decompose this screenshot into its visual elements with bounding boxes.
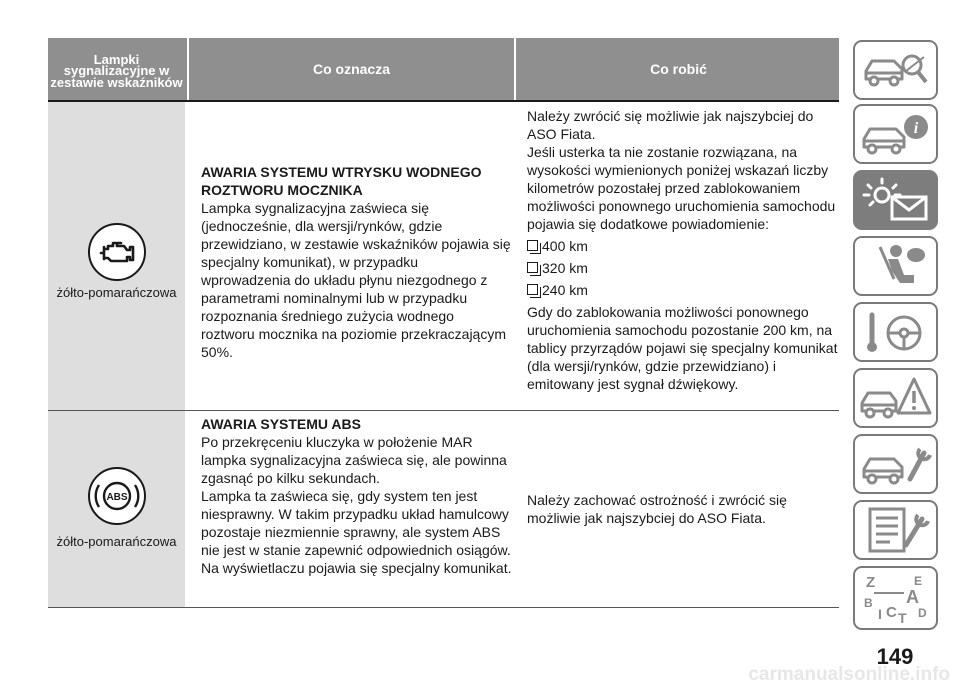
header-lamp: Lampki sygnalizacyjne w zestawie wskaźników: [50, 51, 183, 90]
car-warning-triangle-icon: [858, 373, 934, 423]
lamp-cell-row-1: [48, 102, 185, 410]
warning-light-message-icon: [858, 175, 934, 225]
table-header: [48, 38, 839, 100]
header-action: Co robić: [514, 38, 841, 100]
list-item: 400 km: [527, 237, 842, 255]
list-item: 240 km: [527, 281, 842, 299]
svg-text:ABS: ABS: [106, 492, 128, 503]
tab-warning-lights[interactable]: [853, 170, 938, 230]
list-item: 320 km: [527, 259, 842, 277]
svg-text:T: T: [897, 610, 907, 626]
tab-alphabetical-index[interactable]: [853, 566, 938, 630]
svg-text:E: E: [913, 574, 922, 588]
svg-text:i: i: [913, 120, 918, 137]
watermark: carmanualsonline.info: [748, 664, 950, 685]
tab-car-search[interactable]: [853, 40, 938, 100]
engine-warning-icon: [88, 223, 146, 281]
lamp-color-label: żółto-pomarańczowa: [56, 534, 177, 549]
row-divider: [48, 607, 839, 608]
abs-warning-icon: [88, 467, 146, 525]
svg-text:Z: Z: [865, 574, 875, 591]
action-intro: Należy zwrócić się możliwie jak najszybciej do ASO Fiata.: [527, 108, 814, 142]
seat-airbag-icon: [858, 241, 934, 291]
car-wrench-icon: [858, 439, 934, 489]
svg-text:B: B: [863, 596, 873, 610]
action-text: Jeśli usterka ta nie zostanie rozwiązana, na wysokości wymienionych poniżej wskazań liczby kilometrów pozostałej przed zablokowaniem możliwości ponownego uruchomienia samochodu pojawia się dodatkowe powiadomienie:: [527, 144, 836, 232]
checkbox-bullet-icon: [527, 262, 538, 273]
meaning-cell-row-2: [201, 415, 516, 577]
meaning-text-2: Lampka ta zaświeca się, gdy system ten jest niesprawny. W takim przypadku układ hamulcowy pozostaje niezmiennie sprawny, ale system ABS nie jest w stanie zapewnić odpowiednich osiągów. Na wyświetlaczu pojawia się specjalny komunikat.: [201, 488, 512, 576]
tab-emergency[interactable]: [853, 368, 938, 428]
meaning-cell-row-1: [201, 163, 511, 361]
tab-safety[interactable]: [853, 236, 938, 296]
meaning-title: AWARIA SYSTEMU WTRYSKU WODNEGO ROZTWORU MOCZNIKA: [201, 164, 482, 198]
lamp-color-label: żółto-pomarańczowa: [56, 285, 177, 300]
action-outro: Gdy do zablokowania możliwości ponownego uruchomienia samochodu pozostanie 200 km, na tablicy przyrządów pojawi się specjalny komunikat (dla wersji/rynków, gdzie przewidziano) i emitowany jest sygnał dźwiękowy.: [527, 304, 838, 392]
svg-text:A: A: [905, 587, 919, 607]
meaning-text: Lampka sygnalizacyjna zaświeca się (jednocześnie, dla wersji/rynków, gdzie przewidziano, w zestawie wskaźników pojawia się specjalny komunikat), w przypadku wprowadzenia do układu płynu niezgodnego z parametrami nominalnymi lub w przypadku rozpoznania średniego zużycia wodnego roztworu mocznika na poziomie przekraczającym 50%.: [201, 200, 511, 360]
tab-maintenance[interactable]: [853, 434, 938, 494]
car-info-icon: [858, 109, 934, 159]
svg-text:D: D: [917, 606, 927, 620]
action-cell-row-2: Należy zachować ostrożność i zwrócić się możliwie jak najszybciej do ASO Fiata.: [527, 492, 787, 526]
specifications-list-icon: [858, 505, 934, 555]
car-search-icon: [858, 45, 934, 95]
checkbox-bullet-icon: [527, 284, 538, 295]
header-meaning: Co oznacza: [187, 38, 514, 100]
svg-text:I: I: [877, 606, 882, 622]
tab-specifications[interactable]: [853, 500, 938, 560]
checkbox-bullet-icon: [527, 240, 538, 251]
action-cell-row-1: [527, 107, 842, 393]
meaning-title: AWARIA SYSTEMU ABS: [201, 416, 361, 432]
page-number: 149: [876, 644, 914, 669]
meaning-text: Po przekręceniu kluczyka w położenie MAR lampka sygnalizacyjna zaświeca się, ale powinna zgasnąć po kilku sekundach.: [201, 434, 507, 486]
lamp-cell-row-2: [48, 411, 185, 607]
tab-car-info[interactable]: [853, 104, 938, 164]
alphabet-index-icon: [858, 570, 934, 626]
key-steering-wheel-icon: [858, 307, 934, 357]
svg-text:C: C: [885, 604, 897, 621]
tab-starting-driving[interactable]: [853, 302, 938, 362]
